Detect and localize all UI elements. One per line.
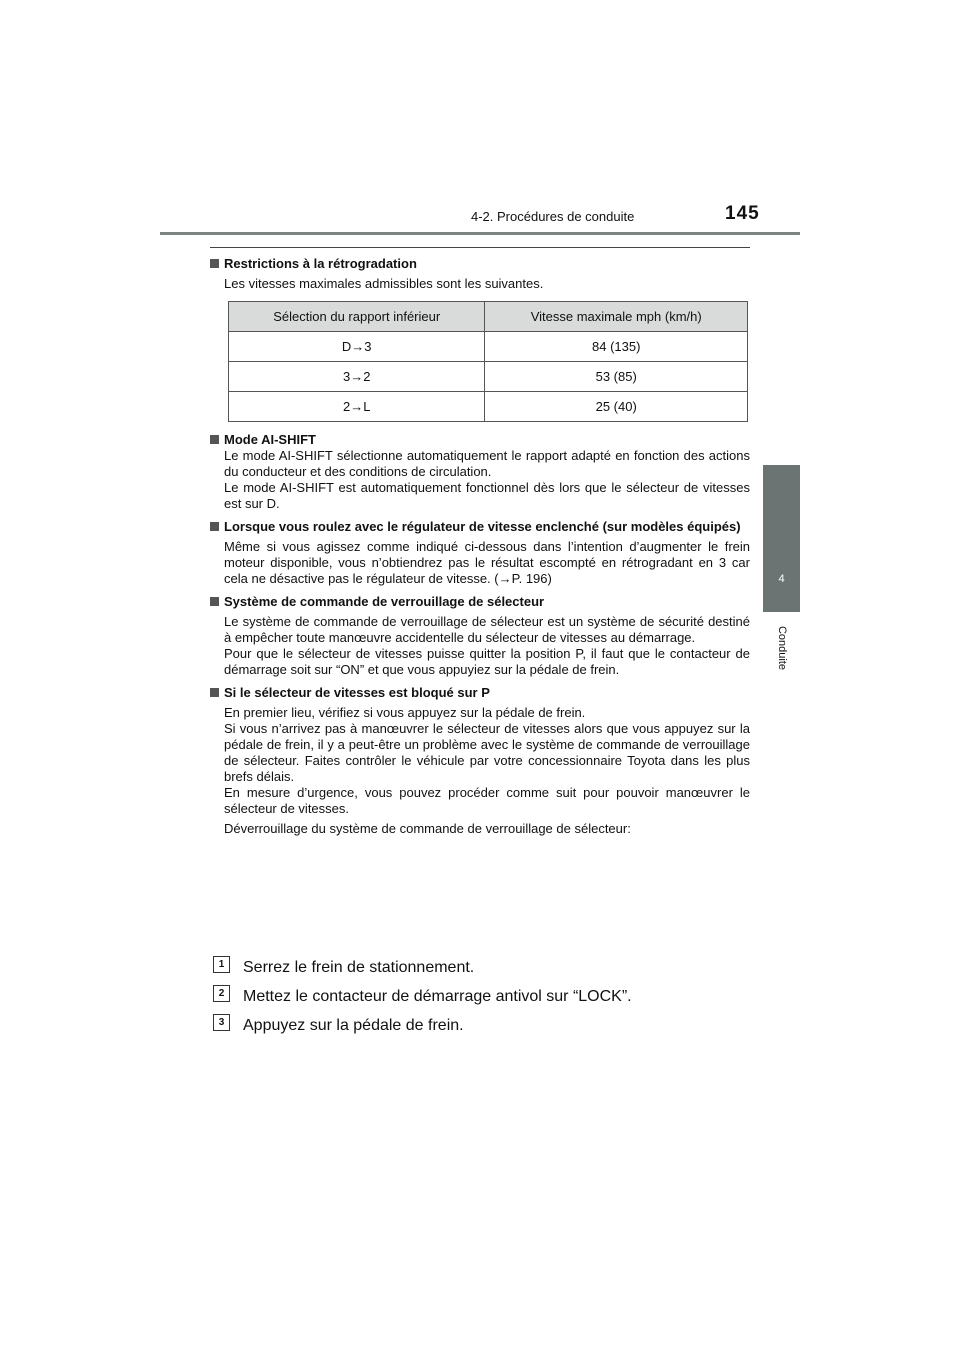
section-text: Pour que le sélecteur de vitesses puisse quitter la position P, il faut que le contacteur de démarrage soit sur “ON” et que vous appuyiez sur la pédale de frein.	[224, 646, 750, 677]
table-cell: 3→2	[229, 362, 485, 392]
section-cruise-control	[210, 519, 750, 587]
page-content	[210, 256, 750, 844]
section-title	[210, 256, 750, 272]
section-text: Déverrouillage du système de commande de verrouillage de sélecteur:	[224, 821, 631, 836]
step-number-box: 1	[213, 956, 230, 973]
step-number-box: 3	[213, 1014, 230, 1031]
bullet-square-icon	[210, 435, 219, 444]
section-text: En mesure d’urgence, vous pouvez procéder comme suit pour pouvoir manœuvrer le sélecteur de vitesses.	[224, 785, 750, 816]
step-text: Appuyez sur la pédale de frein.	[243, 1016, 464, 1034]
procedure-step	[213, 982, 753, 1011]
section-text: Si vous n’arrivez pas à manœuvrer le sélecteur de vitesses alors que vous appuyez sur la pédale de frein, il y a peut-être un problème avec le système de commande de verrouillage de sélecteur. Faites contrôler le véhicule par votre concessionnaire Toyota dans les plus brefs délais.	[224, 721, 750, 784]
table-cell: D→3	[229, 332, 485, 362]
section-text: Le mode AI-SHIFT est automatiquement fonctionnel dès lors que le sélecteur de vitesses est sur D.	[224, 480, 750, 511]
section-title	[210, 685, 750, 701]
table-cell: 84 (135)	[485, 332, 748, 362]
table-header-cell: Sélection du rapport inférieur	[229, 302, 485, 332]
step-number-box: 2	[213, 985, 230, 1002]
table-header-cell: Vitesse maximale mph (km/h)	[485, 302, 748, 332]
table-cell: 2→L	[229, 392, 485, 422]
table-row	[229, 362, 748, 392]
section-title-text: Restrictions à la rétrogradation	[224, 256, 417, 271]
section-text: En premier lieu, vérifiez si vous appuyez sur la pédale de frein.	[224, 705, 586, 720]
table-header-row	[229, 302, 748, 332]
procedure-step	[213, 953, 753, 982]
section-text: Les vitesses maximales admissibles sont les suivantes.	[224, 276, 544, 291]
table-row	[229, 392, 748, 422]
section-title-text: Système de commande de verrouillage de sélecteur	[224, 594, 545, 609]
step-text: Mettez le contacteur de démarrage antivol sur “LOCK”.	[243, 987, 632, 1005]
section-title-text: Si le sélecteur de vitesses est bloqué sur P	[224, 685, 490, 700]
table-row	[229, 332, 748, 362]
bullet-square-icon	[210, 688, 219, 697]
section-title-text: Mode AI-SHIFT	[224, 432, 316, 447]
chapter-tab-number: 4	[778, 573, 785, 585]
bullet-square-icon	[210, 259, 219, 268]
section-ai-shift	[210, 432, 750, 512]
bullet-square-icon	[210, 522, 219, 531]
chapter-tab-label: Conduite	[776, 625, 788, 671]
header-rule	[160, 232, 800, 235]
table-cell: 53 (85)	[485, 362, 748, 392]
section-text: Même si vous agissez comme indiqué ci-dessous dans l’intention d’augmenter le frein moteur disponible, vous n’obtiendrez pas le résultat escompté en rétrogradant en 3 car cela ne désactive pas le régulateur de vitesse. (→P. 196)	[224, 539, 750, 586]
section-title	[210, 519, 750, 535]
page-number: 145	[725, 203, 760, 224]
content-top-rule	[210, 247, 750, 248]
section-stuck-in-p	[210, 685, 750, 837]
header-section-title: 4-2. Procédures de conduite	[471, 209, 635, 224]
section-text: Le système de commande de verrouillage de sélecteur est un système de sécurité destiné à empêcher toute manœuvre accidentelle du sélecteur de vitesses au démarrage.	[224, 614, 750, 645]
section-text: Le mode AI-SHIFT sélectionne automatiquement le rapport adapté en fonction des actions du conducteur et des conditions de circulation.	[224, 448, 750, 479]
section-title	[210, 432, 750, 448]
section-title	[210, 594, 750, 610]
section-restrictions	[210, 256, 750, 422]
section-title-text: Lorsque vous roulez avec le régulateur de vitesse enclenché (sur modèles équipés)	[224, 519, 741, 534]
procedure-step	[213, 1011, 753, 1040]
section-shift-lock	[210, 594, 750, 678]
bullet-square-icon	[210, 597, 219, 606]
procedure-steps	[213, 953, 753, 1040]
table-cell: 25 (40)	[485, 392, 748, 422]
step-text: Serrez le frein de stationnement.	[243, 958, 475, 976]
chapter-tab	[763, 465, 800, 612]
downshift-speed-table	[228, 301, 748, 422]
